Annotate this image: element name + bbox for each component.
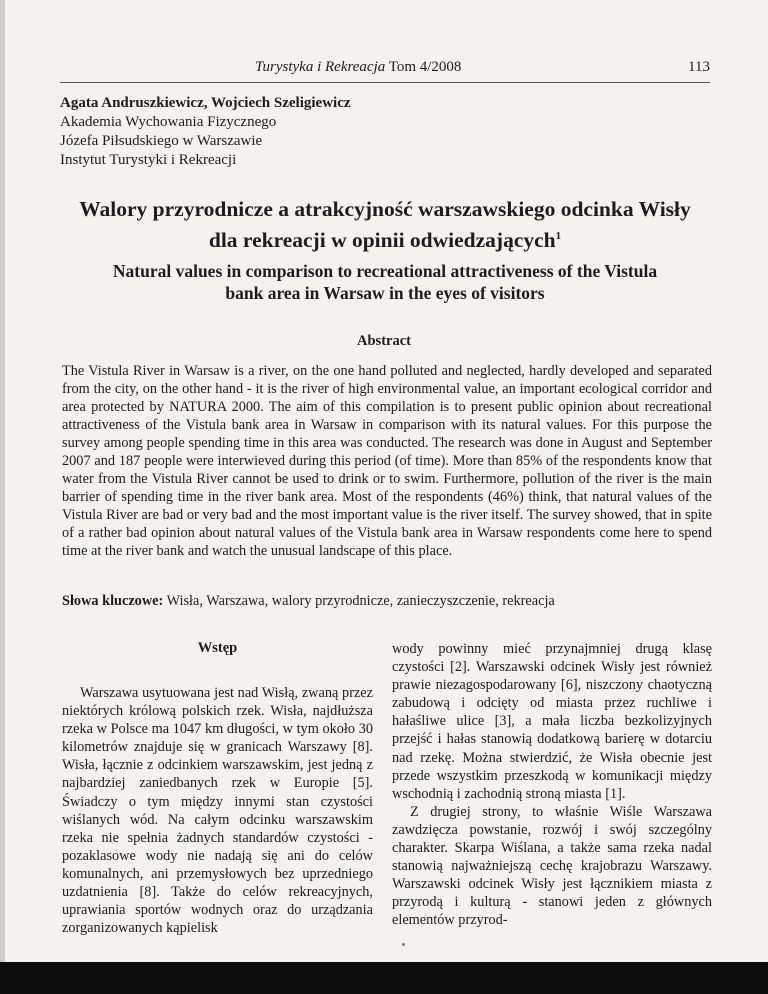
scan-left-edge: [0, 0, 5, 994]
polish-title-line: dla rekreacji w opinii odwiedzających$^1$: [208, 228, 562, 253]
author-block: [60, 94, 351, 170]
author-names: Agata Andruszkiewicz, Wojciech Szeligiewicz: [60, 95, 351, 111]
header-rule: [60, 82, 710, 83]
english-title-line: bank area in Warsaw in the eyes of visitors: [225, 283, 545, 303]
affiliation-line: Józefa Piłsudskiego w Warszawie: [60, 133, 263, 149]
english-title: [40, 260, 730, 304]
affiliation-line: Akademia Wychowania Fizycznego: [60, 114, 277, 130]
keywords: [62, 593, 712, 610]
abstract-heading: Abstract: [357, 333, 411, 349]
running-header: [60, 45, 710, 85]
scan-bottom-edge: [0, 962, 768, 994]
affiliation-line: Instytut Turystyki i Rekreacji: [60, 152, 237, 168]
polish-title-line: Walory przyrodnicze a atrakcyjność warszawskiego odcinka Wisły: [79, 197, 691, 221]
polish-title: [40, 196, 730, 254]
right-column: [392, 640, 712, 930]
page-number: 113: [688, 59, 710, 75]
left-column: [62, 640, 373, 937]
footnote-marker: 1: [555, 230, 562, 242]
english-title-line: Natural values in comparison to recreational attractiveness of the Vistula: [112, 261, 658, 281]
journal-volume: Tom 4/2008: [388, 59, 462, 75]
scan-speck: [402, 943, 405, 946]
keywords-values: Wisła, Warszawa, walory przyrodnicze, zanieczyszczenie, rekreacja: [166, 593, 555, 609]
right-column-paragraph: Z drugiej strony, to właśnie Wiśle Warszawa zawdzięcza powstanie, rozwój i swój szczególny charakter. Skarpa Wiślana, a także sama rzeka nadal stanowią najważniejszą cechę krajobrazu Warszawy. Warszawski odcinek Wisły jest łącznikiem miasta z przyrodą i kulturą - stanowi jeden z głównych elementów przyrod-: [392, 803, 712, 929]
section-heading: Wstęp: [197, 640, 238, 656]
journal-name: Turystyka i Rekreacja: [255, 59, 386, 75]
right-column-paragraph: wody powinny mieć przynajmniej drugą klasę czystości [2]. Warszawski odcinek Wisły jest również prawie niezagospodarowany [6], niszczony chaotyczną zabudową i odcięty od miasta przez ruchliwe i hałaśliwe ulice [3], a mała liczba bezkolizyjnych przejść i hałas stanowią dodatkową barierę w dotarciu nad rzekę. Można stwierdzić, że Wisła obecnie jest przede wszystkim przeszkodą w komunikacji między wschodnią i zachodnią stroną miasta [1].: [392, 641, 712, 802]
running-title: [255, 59, 461, 76]
abstract-text: The Vistula River in Warsaw is a river, on the one hand polluted and neglected, hardly developed and separated from the city, on the other hand - it is the river of high environmental value, an important ecological corridor and area protected by NATURA 2000. The aim of this compilation is to present public opinion about recreational attractiveness of the Vistula bank area in Warsaw in comparison with its natural values. For this purpose the survey among people spending time in this area was conducted. The research was done in August and September 2007 and 187 people were interwieved during this period (of time). More than 85% of the respondents know that water from the Vistula River cannot be used to drink or to swim. Furthermore, pollution of the river is the main barrier of spending time in the river bank area. Most of the respondents (46%) think, that natural values of the Vistula River are bad or very bad and the most important value is the river itself. The survey showed, that in spite of a rather bad opinion about natural values of the Vistula bank area in Warsaw respondents come here to spend time at the river bank and watch the unusual landscape of this place.: [62, 363, 712, 559]
left-column-paragraph: Warszawa usytuowana jest nad Wisłą, zwaną przez niektórych królową polskich rzek. Wisła, najdłuższa rzeka w Polsce ma 1047 km długości, w tym około 30 kilometrów znajduje się w granicach Warszawy [8]. Wisła, łącznie z odcinkiem warszawskim, jest jedną z najbardziej zaniedbanych rzek w Europie [5]. Świadczy o tym między innymi stan czystości wiślanych wód. Na całym odcinku warszawskim rzeka nie spełnia żadnych standardów czystości - pozaklasowe wody nie nadają się ani do celów komunalnych, ani przemysłowych bez uprzedniego uzdatnienia [8]. Także do celów rekreacyjnych, uprawiania sportów wodnych oraz do urządzania zorganizowanych kąpielisk: [62, 685, 373, 937]
keywords-label: Słowa kluczowe:: [62, 593, 164, 609]
